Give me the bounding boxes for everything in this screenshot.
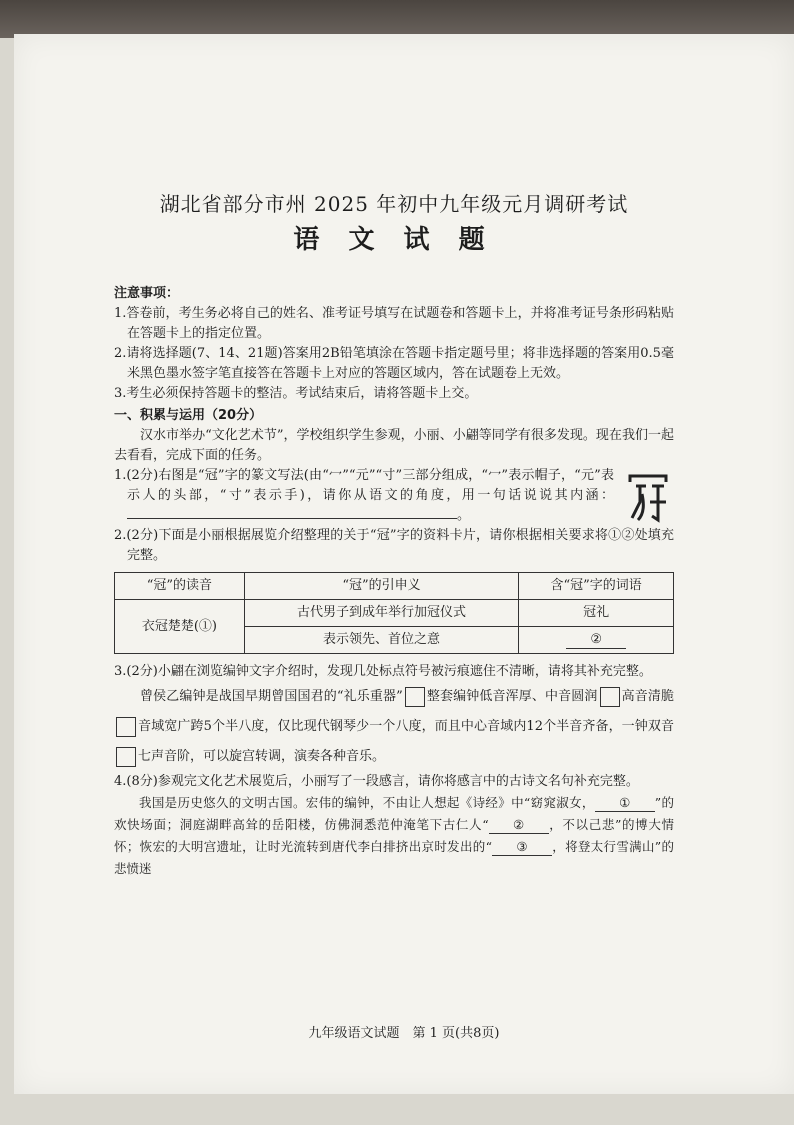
paper-content (114, 194, 674, 880)
answer-blank: ③ (492, 839, 552, 856)
section-heading: 一、积累与运用（20分） (114, 408, 263, 423)
table-header: “冠”的引申义 (244, 573, 519, 600)
table-cell-word: 冠礼 (519, 600, 674, 627)
question-1: 1.(2分)右图是“冠”字的篆文写法(由“冖”“元”“寸”三部分组成，“冖”表示帽子，“元”表示人的头部，“寸”表示手)，请你从语文的角度，用一句话说说其内涵： 。 (114, 466, 674, 526)
punctuation-box (600, 687, 620, 707)
table-cell-blank: ② (566, 632, 626, 649)
punctuation-box (116, 747, 136, 767)
table-cell-meaning: 古代男子到成年举行加冠仪式 (244, 600, 519, 627)
notice-item: 3.考生必须保持答题卡的整洁。考试结束后，请将答题卡上交。 (114, 386, 478, 401)
notice-item: 2.请将选择题(7、14、21题)答案用2B铅笔填涂在答题卡指定题号里；将非选择题的答案用0.5毫米黑色墨水签字笔直接答在答题卡上对应的答题区域内，答在试题卷上无效。 (114, 346, 674, 381)
exam-title: 湖北省部分市州 2025 年初中九年级元月调研考试 (159, 192, 629, 216)
question-4-passage: 我国是历史悠久的文明古国。宏伟的编钟，不由让人想起《诗经》中“窈窕淑女， ① ”的欢快场面；洞庭湖畔高耸的岳阳楼，仿佛洞悉范仲淹笔下古仁人“ ② ，不以己悲”的博大情怀；恢宏的大明宫遗址，让时光流转到唐代李白排挤出京时发出的“ ③ ，将登太行雪满山”的悲愤迷 (114, 795, 674, 876)
question-1-text: 1.(2分)右图是“冠”字的篆文写法(由“冖”“元”“寸”三部分组成，“冖”表示帽子，“元”表示人的头部，“寸”表示手)，请你从语文的角度，用一句话说说其内涵： (114, 468, 614, 503)
answer-blank (127, 518, 457, 519)
photo-background-edge (0, 0, 794, 38)
question-4-text: 4.(8分)参观完文化艺术展览后，小丽写了一段感言，请你将感言中的古诗文名句补充完整。 (114, 774, 639, 789)
exam-paper (14, 34, 794, 1094)
exam-subtitle: 语 文 试 题 (293, 225, 495, 255)
question-2-text: 2.(2分)下面是小丽根据展览介绍整理的关于“冠”字的资料卡片，请你根据相关要求将①②处填充完整。 (114, 528, 674, 563)
question-3-passage: 曾侯乙编钟是战国早期曾国国君的“礼乐重器” 整套编钟低音浑厚、中音圆润 高音清脆音域宽广跨5个半八度，仅比现代钢琴少一个八度，而且中心音域内12个半音齐备，一钟双音七声音阶，可以旋宫转调，演奏各种音乐。 (114, 682, 674, 772)
punctuation-box (116, 717, 136, 737)
table-header: “冠”的读音 (115, 573, 245, 600)
punctuation-box (405, 687, 425, 707)
answer-blank: ② (489, 817, 549, 834)
page-footer: 九年级语文试题 第 1 页(共8页) (308, 1026, 500, 1041)
notice-item: 1.答卷前，考生务必将自己的姓名、准考证号填写在试题卷和答题卡上，并将准考证号条形码粘贴在答题卡上的指定位置。 (114, 306, 674, 341)
table-cell-reading: 衣冠楚楚(①) (115, 600, 245, 654)
section-intro: 汉水市举办“文化艺术节”，学校组织学生参观，小丽、小翩等同学有很多发现。现在我们一起去看看，完成下面的任务。 (114, 428, 674, 463)
notice-heading: 注意事项： (114, 286, 180, 301)
question-3-text: 3.(2分)小翩在浏览编钟文字介绍时，发现几处标点符号被污痕遮住不清晰，请将其补充完整。 (114, 664, 652, 679)
table-cell-meaning: 表示领先、首位之意 (244, 627, 519, 654)
seal-script-character-icon (626, 472, 670, 524)
info-card-table (114, 572, 674, 654)
answer-blank: ① (595, 795, 655, 812)
table-header: 含“冠”字的词语 (519, 573, 674, 600)
